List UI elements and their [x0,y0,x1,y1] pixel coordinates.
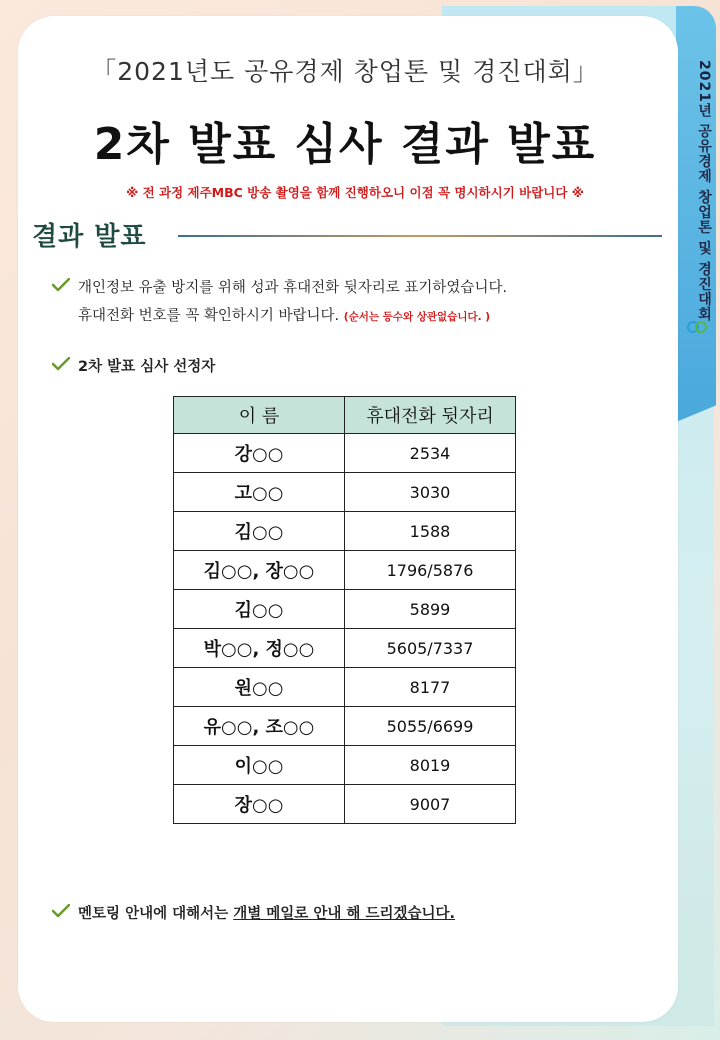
info-line-1: 개인정보 유출 방지를 위해 성과 휴대전화 뒷자리로 표기하였습니다. [78,280,508,296]
row-phone: 1588 [345,512,516,551]
row-name: 유○○, 조○○ [174,707,345,746]
table-row [174,551,516,590]
section-title: 결과 발표 [32,222,147,252]
row-phone: 3030 [345,473,516,512]
row-phone: 1796/5876 [345,551,516,590]
row-name: 김○○ [174,512,345,551]
row-phone: 5055/6699 [345,707,516,746]
table-row [174,512,516,551]
row-name: 강○○ [174,434,345,473]
header-phone: 휴대전화 뒷자리 [345,397,516,434]
broadcast-notice: ※ 전 과정 제주MBC 방송 촬영을 함께 진행하오니 이점 꼭 명시하시기 바랍니다 ※ [126,185,584,200]
side-label: 2021년 공유경제 창업톤 및 경진대회 [696,60,712,322]
mentoring-notice [78,902,455,923]
table-row [174,590,516,629]
section-divider [178,235,662,237]
logo-icon [686,316,708,338]
info-line-2-text: 휴대전화 번호를 꼭 확인하시기 바랍니다. [78,308,340,324]
row-phone: 5899 [345,590,516,629]
table-row [174,746,516,785]
table-row [174,629,516,668]
header-name: 이 름 [174,397,345,434]
row-name: 김○○, 장○○ [174,551,345,590]
check-icon [52,357,70,371]
result-table [173,396,516,824]
row-phone: 5605/7337 [345,629,516,668]
order-note: (순서는 등수와 상관없습니다. ) [343,311,491,323]
mentoring-notice-underlined: 개별 메일로 안내 해 드리겠습니다. [233,906,456,922]
row-name: 원○○ [174,668,345,707]
table-row [174,668,516,707]
mentoring-notice-prefix: 멘토링 안내에 대해서는 [78,906,234,922]
event-subtitle: 「2021년도 공유경제 창업톤 및 경진대회」 [91,57,599,86]
row-name: 장○○ [174,785,345,824]
row-name: 이○○ [174,746,345,785]
row-phone: 8019 [345,746,516,785]
row-phone: 2534 [345,434,516,473]
row-name: 고○○ [174,473,345,512]
table-row [174,707,516,746]
row-name: 김○○ [174,590,345,629]
row-phone: 8177 [345,668,516,707]
selected-label: 2차 발표 심사 선정자 [78,359,216,375]
check-icon [52,904,70,918]
table-row [174,473,516,512]
table-row [174,434,516,473]
row-name: 박○○, 정○○ [174,629,345,668]
page-title: 2차 발표 심사 결과 발표 [93,119,597,170]
info-line-2 [78,304,490,325]
row-phone: 9007 [345,785,516,824]
table-header-row [174,397,516,434]
table-row [174,785,516,824]
check-icon [52,278,70,292]
